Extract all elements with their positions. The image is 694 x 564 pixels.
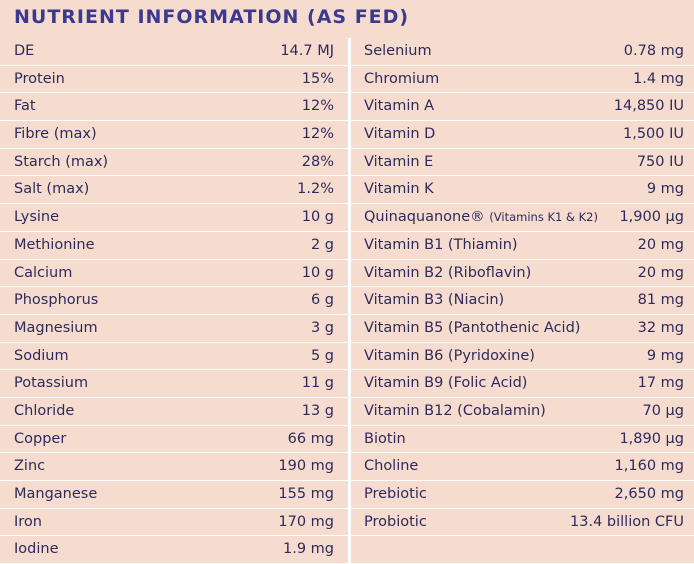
nutrient-label-text: Selenium bbox=[364, 43, 432, 59]
table-row bbox=[0, 93, 348, 121]
nutrient-label-text: Sodium bbox=[14, 347, 69, 364]
nutrient-label-text: Calcium bbox=[14, 264, 73, 281]
nutrient-value: 6 g bbox=[310, 292, 334, 309]
table-row bbox=[351, 509, 694, 537]
nutrient-label-text: Vitamin B1 (Thiamin) bbox=[364, 236, 518, 253]
nutrient-label-text: Quinaquanone® bbox=[364, 209, 485, 226]
nutrient-label bbox=[364, 38, 432, 65]
nutrient-value: 3 g bbox=[310, 319, 334, 336]
nutrient-label bbox=[364, 343, 535, 370]
nutrient-label bbox=[364, 426, 406, 453]
nutrient-label-text: Probiotic bbox=[364, 513, 427, 530]
nutrient-label-text: Methionine bbox=[14, 236, 95, 253]
nutrient-label bbox=[364, 149, 433, 176]
nutrient-label bbox=[14, 315, 98, 342]
nutrient-label-text: Magnesium bbox=[14, 319, 98, 336]
table-row bbox=[351, 260, 694, 288]
table-row bbox=[351, 176, 694, 204]
nutrient-label bbox=[14, 370, 88, 397]
nutrient-label bbox=[14, 287, 98, 314]
nutrient-label bbox=[14, 38, 34, 65]
nutrient-label bbox=[364, 315, 580, 342]
nutrient-label bbox=[14, 121, 97, 148]
table-row bbox=[0, 453, 348, 481]
nutrient-label bbox=[364, 509, 427, 536]
table-row bbox=[351, 426, 694, 454]
nutrient-value: 15% bbox=[301, 70, 334, 87]
nutrient-label-text: Choline bbox=[364, 458, 419, 475]
nutrient-label bbox=[364, 121, 435, 148]
table-row bbox=[0, 509, 348, 537]
nutrient-label-text: Prebiotic bbox=[364, 486, 427, 502]
nutrient-value: 170 mg bbox=[278, 513, 334, 530]
table-row bbox=[351, 204, 694, 232]
nutrient-label bbox=[364, 204, 598, 231]
left-column bbox=[0, 38, 348, 564]
table-row bbox=[0, 287, 348, 315]
nutrient-value: 1.4 mg bbox=[633, 70, 684, 87]
nutrient-label-text: Fat bbox=[14, 98, 36, 115]
table-row bbox=[351, 536, 694, 564]
table-row bbox=[351, 149, 694, 177]
nutrient-value: 17 mg bbox=[637, 375, 684, 392]
nutrient-label-text: Vitamin E bbox=[364, 153, 434, 170]
nutrient-label-text: Vitamin A bbox=[364, 98, 435, 115]
table-row bbox=[0, 426, 348, 454]
table-row bbox=[351, 398, 694, 426]
table-row bbox=[351, 93, 694, 121]
table-row bbox=[351, 66, 694, 94]
table-row bbox=[0, 315, 348, 343]
nutrient-label-note: (Vitamins K1 & K2) bbox=[489, 210, 598, 225]
table-row bbox=[0, 38, 348, 66]
nutrient-value: 1,890 µg bbox=[619, 430, 684, 447]
nutrient-value: 12% bbox=[301, 98, 334, 115]
nutrient-label bbox=[14, 149, 108, 176]
table-row bbox=[351, 370, 694, 398]
nutrient-value: 155 mg bbox=[278, 486, 334, 502]
nutrient-label-text: Salt (max) bbox=[14, 181, 90, 198]
table-row bbox=[0, 149, 348, 177]
nutrient-label bbox=[14, 398, 74, 425]
nutrient-label-text: Vitamin B3 (Niacin) bbox=[364, 292, 505, 309]
nutrient-label bbox=[14, 66, 65, 93]
nutrient-value: 13.4 billion CFU bbox=[570, 513, 684, 530]
table-row bbox=[0, 481, 348, 509]
nutrient-value: 1.9 mg bbox=[283, 541, 334, 558]
nutrient-value: 9 mg bbox=[646, 347, 684, 364]
nutrient-value: 20 mg bbox=[637, 264, 684, 281]
nutrient-value: 10 g bbox=[301, 209, 334, 226]
nutrient-value: 2 g bbox=[310, 236, 334, 253]
nutrient-label-text: Vitamin B2 (Riboflavin) bbox=[364, 264, 532, 281]
table-row bbox=[351, 232, 694, 260]
nutrient-label-text: Vitamin D bbox=[364, 126, 436, 143]
table-row bbox=[351, 453, 694, 481]
table-row bbox=[0, 176, 348, 204]
nutrient-value: 14.7 MJ bbox=[280, 43, 334, 59]
nutrient-value: 11 g bbox=[301, 375, 334, 392]
nutrient-label-text: Manganese bbox=[14, 486, 98, 502]
nutrient-label-text: Vitamin B6 (Pyridoxine) bbox=[364, 347, 535, 364]
nutrient-label bbox=[14, 536, 59, 563]
nutrient-label bbox=[14, 176, 89, 203]
nutrient-label bbox=[364, 287, 504, 314]
nutrient-value: 32 mg bbox=[637, 319, 684, 336]
nutrient-label bbox=[14, 509, 42, 536]
table-row bbox=[0, 343, 348, 371]
nutrient-value: 1.2% bbox=[297, 181, 334, 198]
nutrient-label bbox=[364, 481, 427, 508]
nutrient-label bbox=[14, 426, 66, 453]
nutrient-value: 10 g bbox=[301, 264, 334, 281]
nutrient-value: 13 g bbox=[301, 402, 334, 419]
nutrient-value: 1,900 µg bbox=[619, 209, 684, 226]
nutrient-label-text: Iodine bbox=[14, 541, 59, 558]
nutrient-value: 190 mg bbox=[278, 458, 334, 475]
table-row bbox=[351, 315, 694, 343]
nutrient-value: 14,850 IU bbox=[613, 98, 684, 115]
table-row bbox=[0, 121, 348, 149]
nutrient-label-text: Potassium bbox=[14, 375, 89, 392]
nutrient-label bbox=[364, 453, 418, 480]
nutrient-value: 1,160 mg bbox=[614, 458, 684, 475]
table-row bbox=[0, 204, 348, 232]
nutrient-label-text: Fibre (max) bbox=[14, 126, 97, 143]
nutrient-label-text: DE bbox=[14, 43, 35, 59]
right-column bbox=[351, 38, 694, 564]
table-row bbox=[0, 66, 348, 94]
nutrient-label bbox=[14, 343, 69, 370]
nutrient-label bbox=[14, 453, 45, 480]
table-row bbox=[0, 370, 348, 398]
table-row bbox=[351, 287, 694, 315]
page-title: NUTRIENT INFORMATION (AS FED) bbox=[14, 6, 410, 28]
nutrient-label bbox=[364, 66, 439, 93]
nutrient-label-text: Vitamin B5 (Pantothenic Acid) bbox=[364, 319, 581, 336]
nutrient-value: 81 mg bbox=[637, 292, 684, 309]
nutrient-label bbox=[364, 370, 527, 397]
nutrient-label-text: Chromium bbox=[364, 70, 440, 87]
table-row bbox=[0, 536, 348, 564]
nutrient-value: 66 mg bbox=[287, 430, 334, 447]
nutrient-label-text: Vitamin K bbox=[364, 181, 434, 198]
nutrient-label-text: Vitamin B9 (Folic Acid) bbox=[364, 375, 528, 392]
nutrient-label bbox=[364, 398, 546, 425]
nutrient-label bbox=[14, 204, 59, 231]
table-row bbox=[351, 38, 694, 66]
nutrient-label-text: Iron bbox=[14, 513, 42, 530]
nutrient-label bbox=[14, 232, 95, 259]
nutrient-label-text: Protein bbox=[14, 70, 65, 87]
nutrient-value: 1,500 IU bbox=[622, 126, 684, 143]
nutrient-label bbox=[14, 93, 36, 120]
nutrient-label-text: Zinc bbox=[14, 458, 46, 475]
nutrient-label-text: Phosphorus bbox=[14, 292, 99, 309]
nutrient-value: 2,650 mg bbox=[614, 486, 684, 502]
table-row bbox=[351, 481, 694, 509]
nutrient-table bbox=[0, 38, 694, 564]
nutrient-label-text: Starch (max) bbox=[14, 153, 109, 170]
nutrient-label bbox=[364, 93, 434, 120]
nutrient-label bbox=[14, 260, 72, 287]
table-row bbox=[351, 121, 694, 149]
nutrient-label-text: Lysine bbox=[14, 209, 60, 226]
nutrient-value: 9 mg bbox=[646, 181, 684, 198]
nutrient-value: 0.78 mg bbox=[623, 43, 684, 59]
nutrient-value: 5 g bbox=[310, 347, 334, 364]
nutrient-label bbox=[14, 481, 97, 508]
nutrient-value: 20 mg bbox=[637, 236, 684, 253]
nutrient-label-text: Chloride bbox=[14, 402, 75, 419]
table-row bbox=[0, 260, 348, 288]
nutrient-label-text: Biotin bbox=[364, 430, 406, 447]
nutrient-label bbox=[364, 232, 518, 259]
nutrient-value: 28% bbox=[301, 153, 334, 170]
nutrient-label-text: Vitamin B12 (Cobalamin) bbox=[364, 402, 546, 419]
nutrient-value: 70 µg bbox=[642, 402, 684, 419]
nutrient-value: 750 IU bbox=[636, 153, 684, 170]
nutrient-value: 12% bbox=[301, 126, 334, 143]
nutrient-label-text: Copper bbox=[14, 430, 67, 447]
nutrient-label bbox=[364, 176, 434, 203]
table-row bbox=[0, 232, 348, 260]
nutrient-label bbox=[364, 260, 531, 287]
table-row bbox=[0, 398, 348, 426]
table-row bbox=[351, 343, 694, 371]
